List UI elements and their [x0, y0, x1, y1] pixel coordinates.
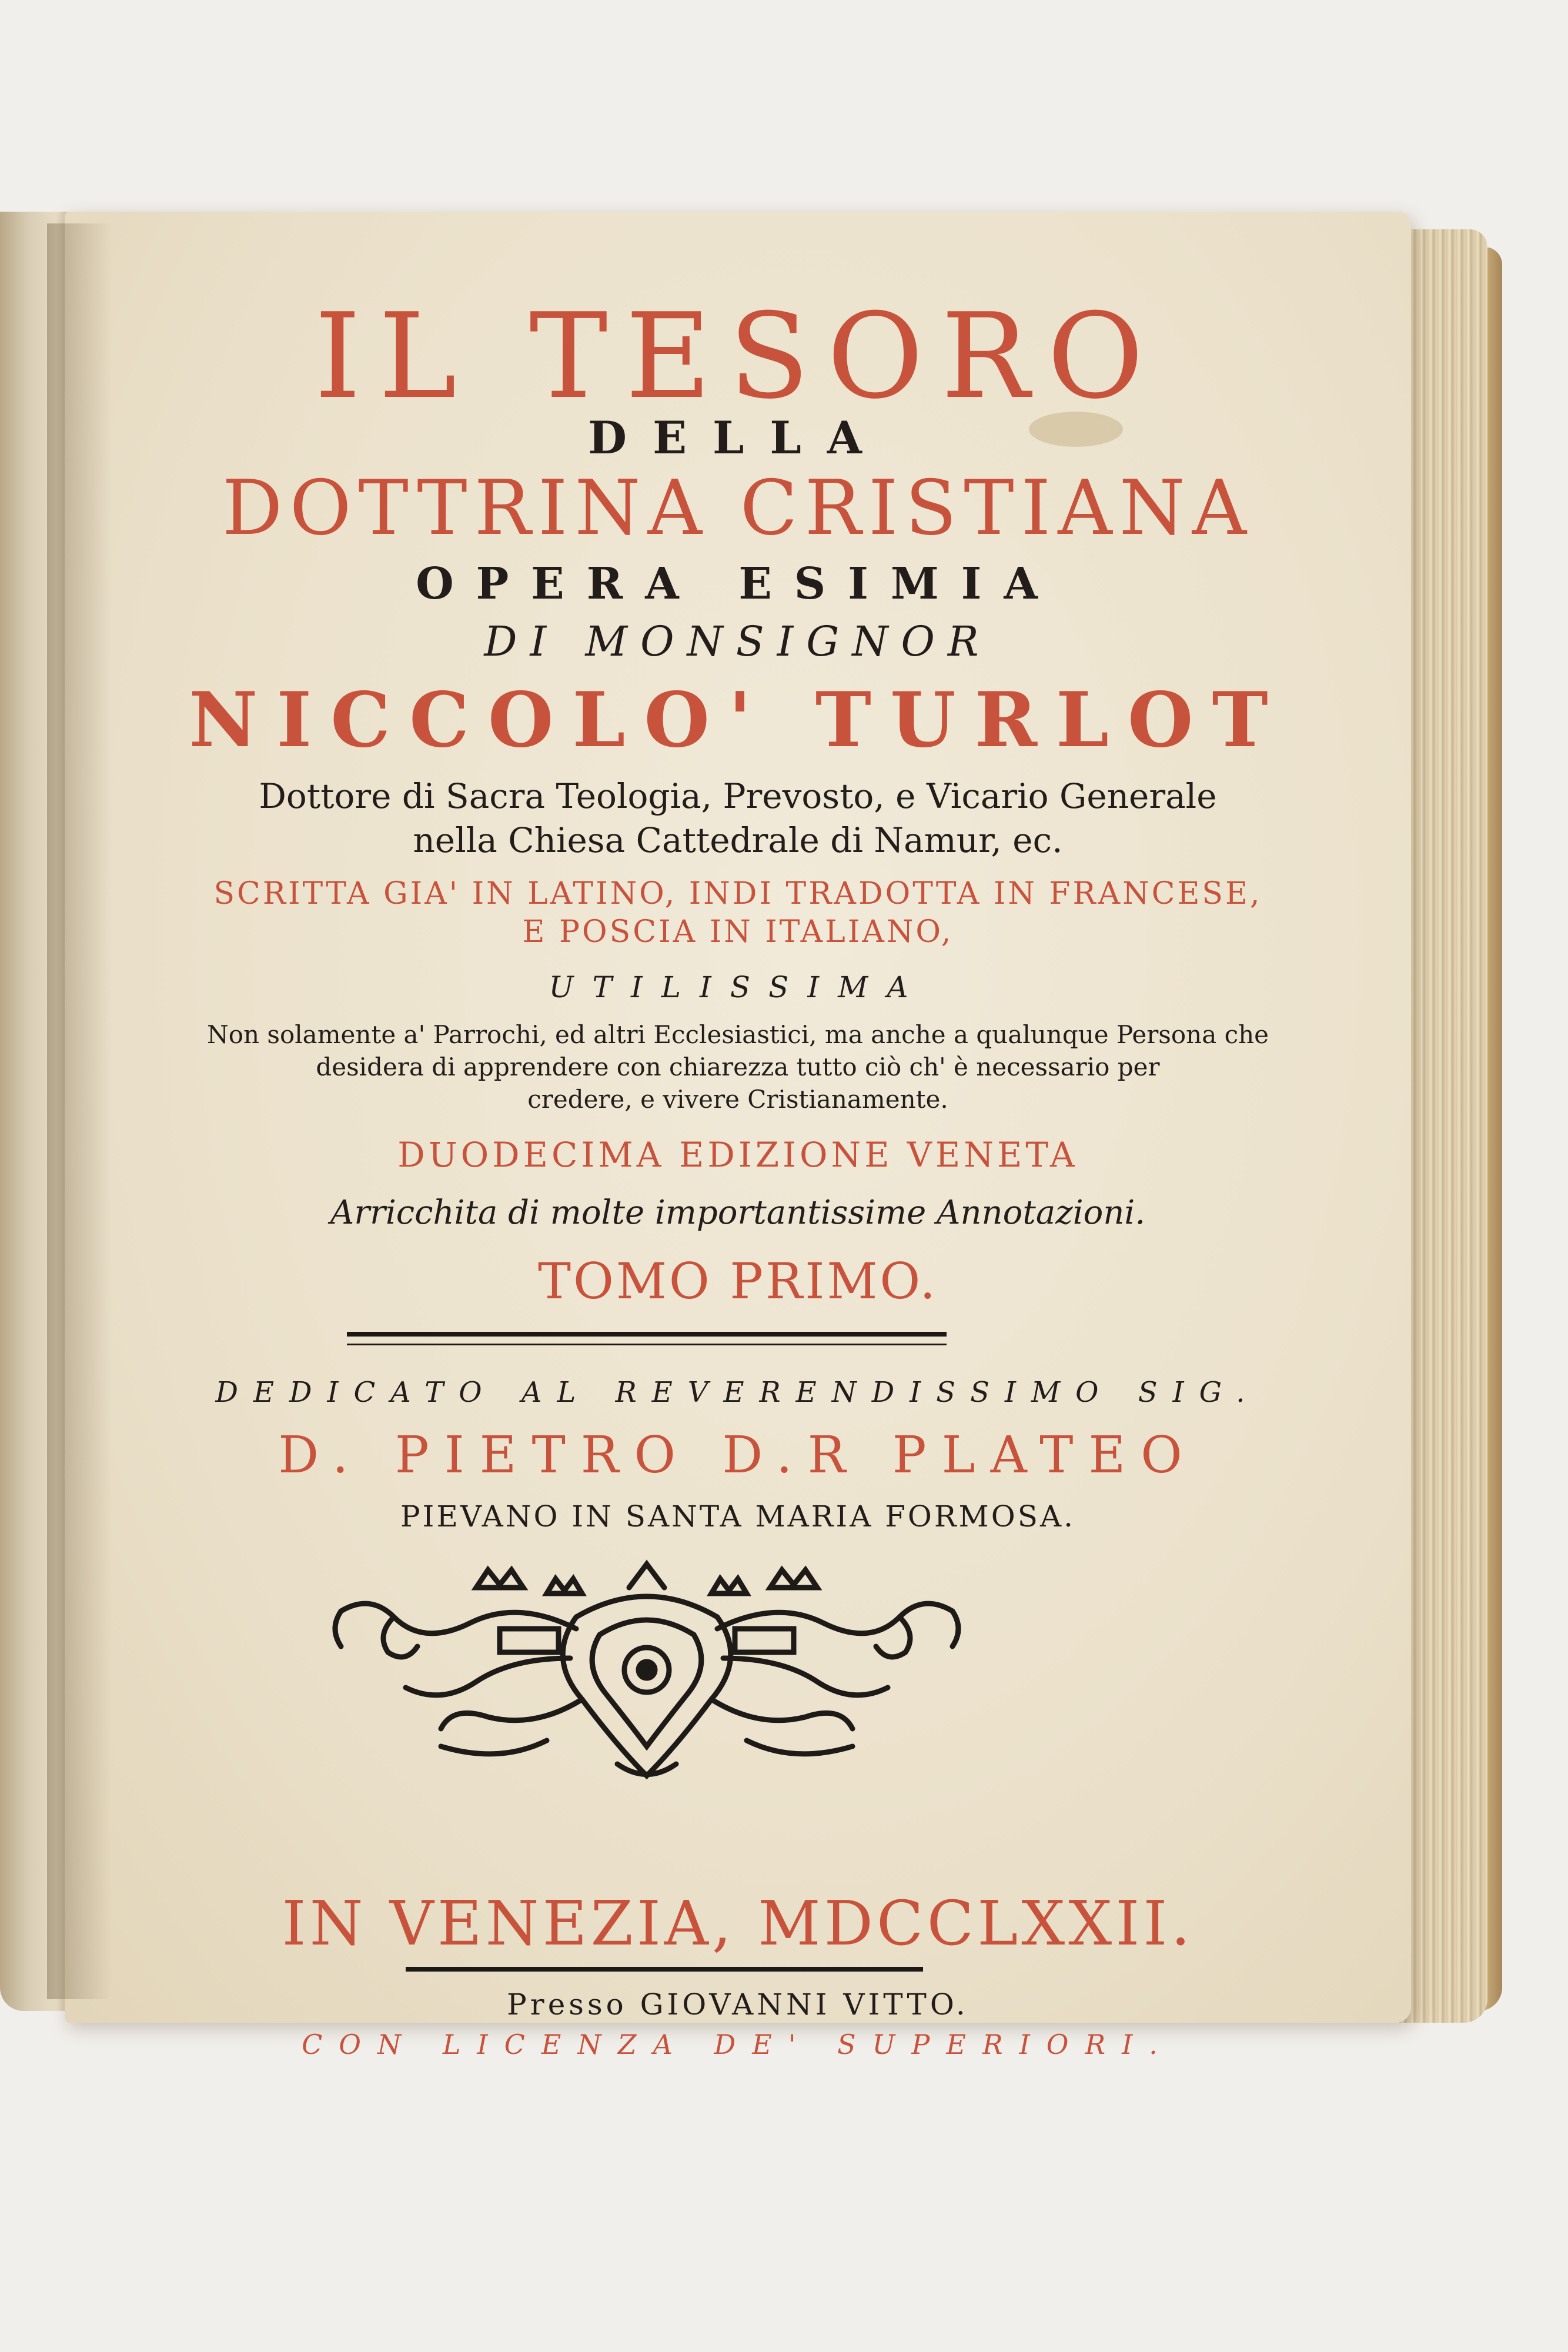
purpose-line-1: Non solamente a' Parrochi, ed altri Ecclesiastici, ma anche a qualunque Persona che	[206, 1020, 1269, 1049]
spine-shadow	[47, 223, 112, 1999]
author-degree-line-1: Dottore di Sacra Teologia, Prevosto, e Vicario Generale	[259, 776, 1217, 816]
printer-ornament	[323, 1552, 970, 1788]
title-della: DELLA	[588, 412, 888, 464]
double-rule-thick	[347, 1332, 947, 1337]
book-subject: DOTTRINA CRISTIANA	[222, 465, 1254, 552]
imprint-rule	[406, 1967, 923, 1972]
purpose-line-2: desidera di apprendere con chiarezza tutto ciò ch' è necessario per	[316, 1053, 1160, 1081]
volume-statement: TOMO PRIMO.	[537, 1252, 938, 1310]
edition-statement: DUODECIMA EDIZIONE VENETA	[397, 1135, 1078, 1175]
written-line-2: E POSCIA IN ITALIANO,	[522, 914, 954, 950]
double-rule-thin	[347, 1344, 947, 1345]
di-monsignor: DI MONSIGNOR	[484, 617, 992, 666]
book-title: IL TESORO	[314, 288, 1162, 425]
purpose-line-3: credere, e vivere Cristianamente.	[527, 1085, 948, 1114]
printer-name: Presso GIOVANNI VITTO.	[507, 1987, 969, 2022]
opera-esimia: OPERA ESIMIA	[416, 559, 1060, 609]
utilissima: UTILISSIMA	[549, 970, 927, 1004]
author-name: NICCOLO' TURLOT	[189, 676, 1287, 764]
page-edges	[1399, 229, 1487, 2023]
dedicatee-name: D. PIETRO D.R PLATEO	[278, 1426, 1198, 1485]
title-page	[65, 212, 1411, 2060]
dedication-line: DEDICATO AL REVERENDISSIMO SIG.	[215, 1376, 1261, 1409]
author-degree-line-2: nella Chiesa Cattedrale di Namur, ec.	[413, 820, 1063, 860]
dedicatee-title: PIEVANO IN SANTA MARIA FORMOSA.	[400, 1499, 1075, 1534]
enriched-statement: Arricchita di molte importantissime Annotazioni.	[330, 1194, 1146, 1232]
written-line-1: SCRITTA GIA' IN LATINO, INDI TRADOTTA IN FRANCESE,	[213, 876, 1262, 911]
imprint-city-year: IN VENEZIA, MDCCLXXII.	[282, 1887, 1194, 1959]
license-line: CON LICENZA DE' SUPERIORI.	[302, 2029, 1174, 2060]
title-page-content	[65, 212, 1411, 2060]
